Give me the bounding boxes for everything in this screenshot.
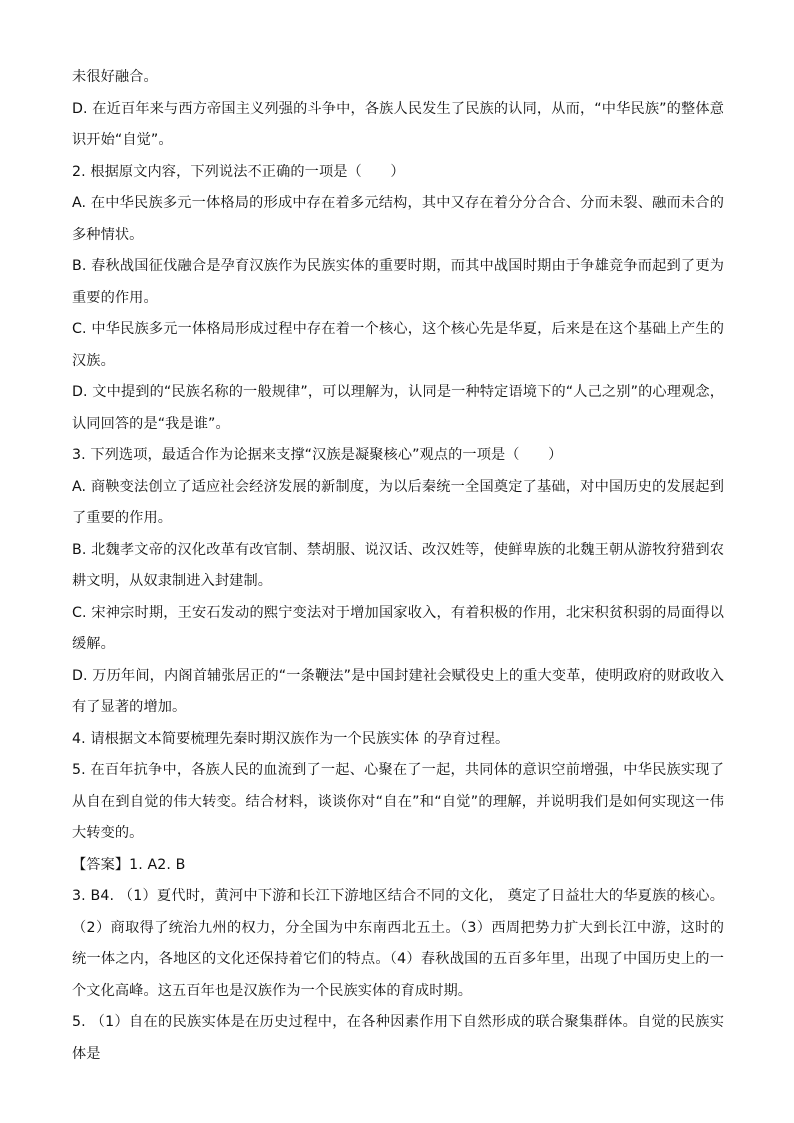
q1-option-d: D. 在近百年来与西方帝国主义列强的斗争中，各族人民发生了民族的认同，从而，“中华民族”的整体意识开始“自觉”。 — [72, 100, 724, 148]
question-3-stem: 3. 下列选项，最适合作为论据来支撑“汉族是凝聚核心”观点的一项是（ ） — [72, 447, 563, 463]
q2-option-d: D. 文中提到的“民族名称的一般规律”，可以理解为，认同是一种特定语境下的“人己之别”的心理观念，认同回答的是“我是谁”。 — [72, 384, 724, 432]
q3-option-a: A. 商鞅变法创立了适应社会经济发展的新制度，为以后秦统一全国奠定了基础，对中国历史的发展起到了重要的作用。 — [72, 478, 724, 526]
answer-header: 【答案】1. A2. B — [72, 856, 186, 873]
answer-3-4: 3. B4. （1）夏代时，黄河中下游和长江下游地区结合不同的文化， 奠定了日益壮大的华夏族的核心。（2）商取得了统治九州的权力，分全国为中东南西北五土。（3）西周把势力扩大到长江中游，这时的统一体之内，各地区的文化还保持着它们的特点。（4）春秋战国的五百多年里，出现了中国历史上的一个文化高峰。这五百年也是汉族作为一个民族实体的育成时期。 — [72, 888, 724, 999]
q3-option-c: C. 宋神宗时期，王安石发动的熙宁变法对于增加国家收入，有着积极的作用，北宋积贫积弱的局面得以缓解。 — [72, 604, 724, 652]
document-page — [72, 62, 724, 1070]
answer-5: 5. （1）自在的民族实体是在历史过程中，在各种因素作用下自然形成的联合聚集群体。自觉的民族实体是 — [72, 1014, 724, 1062]
question-2-stem: 2. 根据原文内容，下列说法不正确的一项是（ ） — [72, 163, 405, 180]
question-4: 4. 请根据文本简要梳理先秦时期汉族作为一个民族实体 的孕育过程。 — [72, 730, 510, 747]
question-5: 5. 在百年抗争中，各族人民的血流到了一起、心聚在了一起，共同体的意识空前增强，中华民族实现了从自在到自觉的伟大转变。结合材料，谈谈你对“自在”和“自觉”的理解，并说明我们是如何实现这一伟大转变的。 — [72, 762, 724, 841]
q2-option-b: B. 春秋战国征伐融合是孕育汉族作为民族实体的重要时期，而其中战国时期由于争雄竞争而起到了更为重要的作用。 — [72, 258, 724, 306]
text-continuation: 未很好融合。 — [72, 69, 158, 85]
q3-option-d: D. 万历年间，内阁首辅张居正的“一条鞭法”是中国封建社会赋役史上的重大变革，使明政府的财政收入有了显著的增加。 — [72, 667, 724, 715]
q2-option-a: A. 在中华民族多元一体格局的形成中存在着多元结构，其中又存在着分分合合、分而未裂、融而未合的多种情状。 — [72, 195, 724, 243]
q2-option-c: C. 中华民族多元一体格局形成过程中存在着一个核心，这个核心先是华夏，后来是在这个基础上产生的汉族。 — [72, 321, 724, 369]
q3-option-b: B. 北魏孝文帝的汉化改革有改官制、禁胡服、说汉话、改汉姓等，使鲜卑族的北魏王朝从游牧狩猎到农耕文明，从奴隶制进入封建制。 — [72, 541, 724, 589]
